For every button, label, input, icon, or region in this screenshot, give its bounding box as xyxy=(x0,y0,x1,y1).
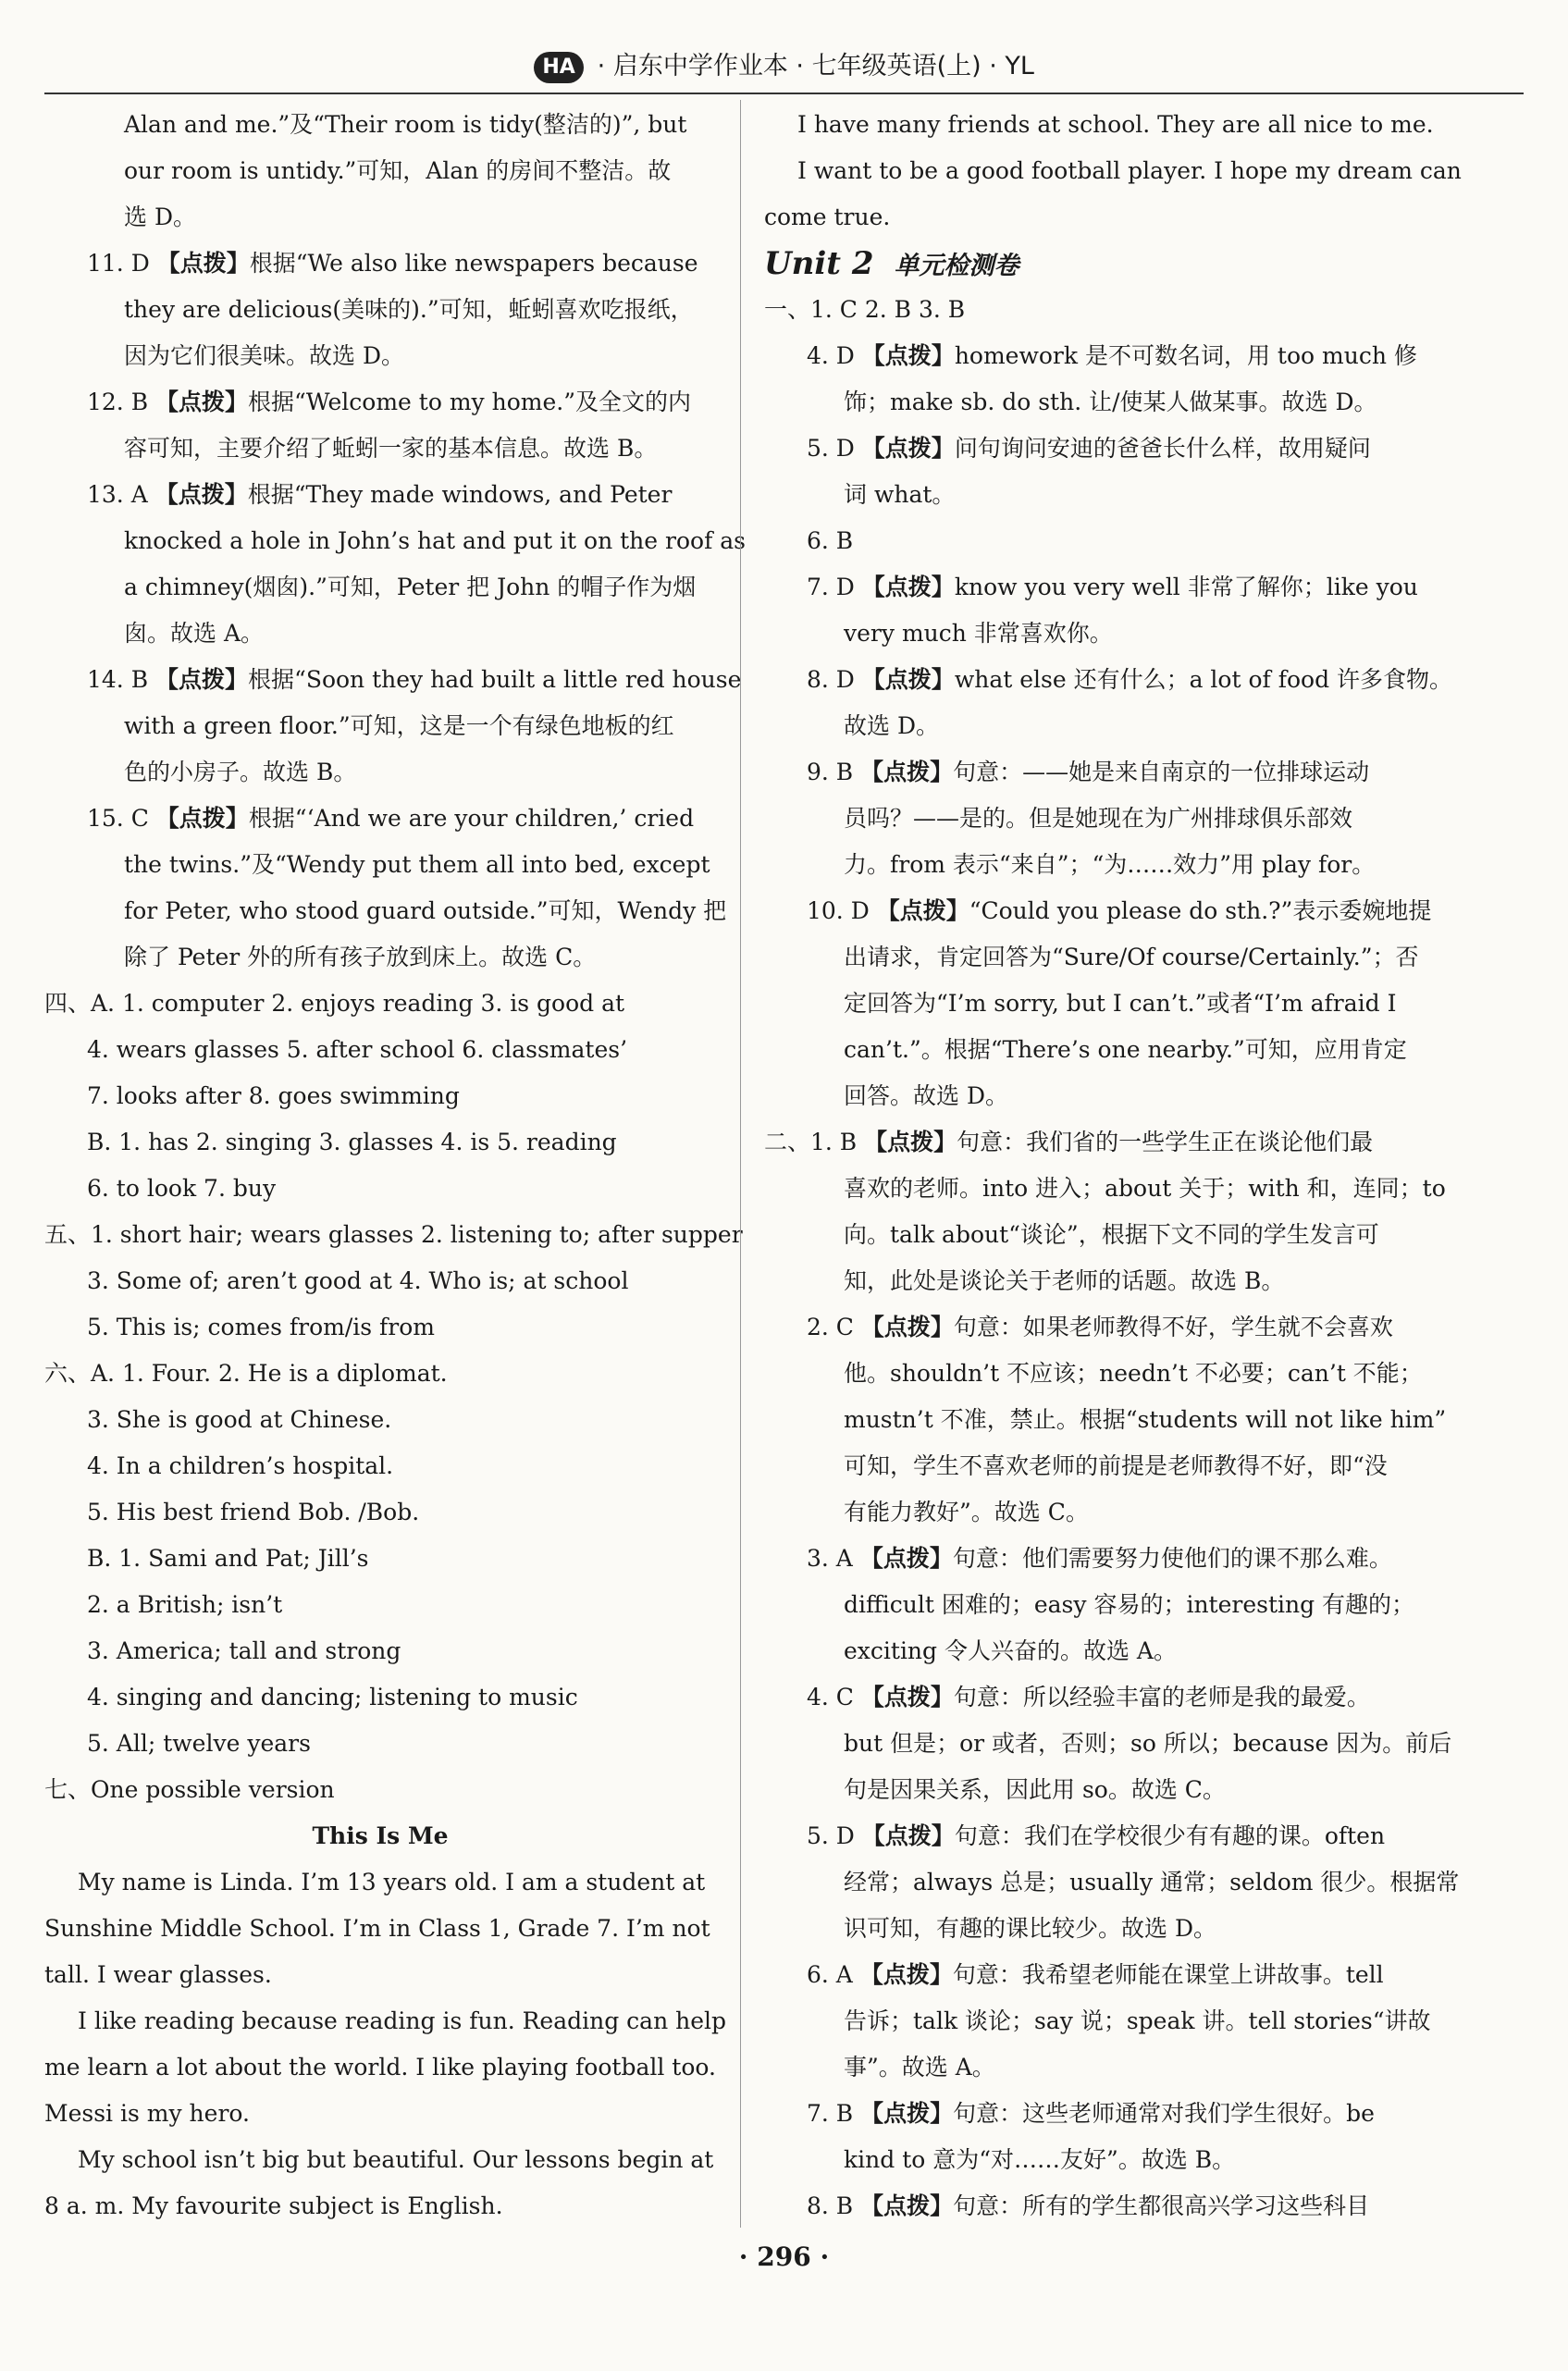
text-line: I like reading because reading is fun. Reading can help xyxy=(78,2007,727,2034)
left-column xyxy=(44,102,746,2229)
text-line: 12. B 【点拨】根据“Welcome to my home.”及全文的内 xyxy=(87,389,691,415)
right-column xyxy=(764,102,1462,2229)
text-line: 15. C 【点拨】根据“‘And we are your children,’ cried xyxy=(87,805,695,832)
hint-marker: 【点拨】 xyxy=(155,389,249,415)
text-line: difficult 困难的；easy 容易的；interesting 有趣的； xyxy=(844,1591,1415,1618)
text-line: a chimney(烟囱).”可知，Peter 把 John 的帽子作为烟 xyxy=(124,574,697,600)
text-line: 4. In a children’s hospital. xyxy=(87,1452,394,1479)
unit-heading-label: Unit 2 xyxy=(764,245,874,282)
text-line: My school isn’t big but beautiful. Our lessons begin at xyxy=(78,2146,714,2173)
text-line: with a green floor.”可知，这是一个有绿色地板的红 xyxy=(124,712,674,739)
hint-marker: 【点拨】 xyxy=(859,1545,953,1572)
text-line: 2. a British; isn’t xyxy=(87,1591,283,1618)
text-line: 7. D 【点拨】know you very well 非常了解你；like you xyxy=(807,574,1418,600)
running-header xyxy=(44,41,1524,93)
text-line: 8. B 【点拨】句意：所有的学生都很高兴学习这些科目 xyxy=(807,2192,1370,2219)
hint-marker: 【点拨】 xyxy=(155,805,249,832)
text-line: tall. I wear glasses. xyxy=(44,1961,272,1988)
text-line: 囱。故选 A。 xyxy=(124,620,265,647)
text-line: 5. This is; comes from/is from xyxy=(87,1314,435,1340)
hint-marker: 【点拨】 xyxy=(860,2100,954,2127)
hint-marker: 【点拨】 xyxy=(861,435,955,462)
text-line: 4. singing and dancing; listening to music xyxy=(87,1684,578,1710)
hint-marker: 【点拨】 xyxy=(154,481,248,508)
hint-marker: 【点拨】 xyxy=(864,1129,957,1155)
text-line: our room is untidy.”可知，Alan 的房间不整洁。故 xyxy=(124,157,672,184)
hint-marker: 【点拨】 xyxy=(861,574,955,600)
text-line: 13. A 【点拨】根据“They made windows, and Peter xyxy=(87,481,673,508)
hint-marker: 【点拨】 xyxy=(861,342,955,369)
text-line: 8. D 【点拨】what else 还有什么；a lot of food 许多食物。 xyxy=(807,666,1453,693)
unit-heading xyxy=(764,241,1439,287)
header-rule xyxy=(44,93,1524,94)
hint-marker: 【点拨】 xyxy=(156,250,250,277)
text-line: 4. wears glasses 5. after school 6. classmates’ xyxy=(87,1036,628,1063)
text-line: 容可知，主要介绍了蚯蚓一家的基本信息。故选 B。 xyxy=(124,435,658,462)
text-line: 14. B 【点拨】根据“Soon they had built a little red house xyxy=(87,666,742,693)
text-line: come true. xyxy=(764,204,891,230)
text-line: B. 1. has 2. singing 3. glasses 4. is 5. reading xyxy=(87,1129,617,1155)
hint-marker: 【点拨】 xyxy=(859,1961,953,1988)
essay-title: This Is Me xyxy=(312,1822,449,1849)
text-line: B. 1. Sami and Pat; Jill’s xyxy=(87,1545,369,1572)
text-line: 四、A. 1. computer 2. enjoys reading 3. is good at xyxy=(44,990,625,1017)
text-line: exciting 令人兴奋的。故选 A。 xyxy=(844,1637,1177,1664)
text-line: 经常；always 总是；usually 通常；seldom 很少。根据常 xyxy=(844,1869,1460,1896)
text-line: My name is Linda. I’m 13 years old. I am a student at xyxy=(78,1869,706,1896)
text-line: mustn’t 不准，禁止。根据“students will not like him” xyxy=(844,1406,1447,1433)
text-line: 9. B 【点拨】句意：——她是来自南京的一位排球运动 xyxy=(807,759,1370,785)
text-line: 有能力教好”。故选 C。 xyxy=(844,1499,1089,1525)
text-line: 3. Some of; aren’t good at 4. Who is; at school xyxy=(87,1267,629,1294)
text-line: 8 a. m. My favourite subject is English. xyxy=(44,2192,503,2219)
text-line: 二、1. B 【点拨】句意：我们省的一些学生正在谈论他们最 xyxy=(764,1129,1374,1155)
text-line: 6. B xyxy=(807,527,854,554)
text-line: 可知，学生不喜欢老师的前提是老师教得不好，即“没 xyxy=(844,1452,1388,1479)
text-line: Sunshine Middle School. I’m in Class 1, Grade 7. I’m not xyxy=(44,1915,710,1942)
text-line: the twins.”及“Wendy put them all into bed, except xyxy=(124,851,710,878)
text-line: 5. His best friend Bob. /Bob. xyxy=(87,1499,420,1525)
text-line: knocked a hole in John’s hat and put it on the roof as xyxy=(124,527,746,554)
text-line: 5. D 【点拨】问句询问安迪的爸爸长什么样，故用疑问 xyxy=(807,435,1371,462)
text-line: Messi is my hero. xyxy=(44,2100,250,2127)
text-line: 词 what。 xyxy=(844,481,956,508)
text-line: Alan and me.”及“Their room is tidy(整洁的)”, but xyxy=(124,111,687,138)
unit-heading-subtitle: 单元检测卷 xyxy=(894,252,1019,280)
header-title: · 启东中学作业本 · 七年级英语(上) · YL xyxy=(597,52,1034,80)
text-line: I have many friends at school. They are all nice to me. xyxy=(797,111,1434,138)
text-line: 力。from 表示“来自”；“为……效力”用 play for。 xyxy=(844,851,1376,878)
column-divider xyxy=(740,100,741,2228)
text-line: they are delicious(美味的).”可知，蚯蚓喜欢吃报纸， xyxy=(124,296,694,323)
page-number: · 296 · xyxy=(738,2241,830,2272)
text-line: 一、1. C 2. B 3. B xyxy=(764,296,966,323)
text-line: but 但是；or 或者，否则；so 所以；because 因为。前后 xyxy=(844,1730,1452,1757)
text-line: 6. to look 7. buy xyxy=(87,1175,277,1202)
text-line: 知，此处是谈论关于老师的话题。故选 B。 xyxy=(844,1267,1285,1294)
hint-marker: 【点拨】 xyxy=(860,1684,954,1710)
text-line: for Peter, who stood guard outside.”可知，Wendy 把 xyxy=(124,897,727,924)
text-line: 3. America; tall and strong xyxy=(87,1637,401,1664)
hint-marker: 【点拨】 xyxy=(860,1314,954,1340)
text-line: me learn a lot about the world. I like playing football too. xyxy=(44,2054,716,2081)
text-line: 6. A 【点拨】句意：我希望老师能在课堂上讲故事。tell xyxy=(807,1961,1384,1988)
hint-marker: 【点拨】 xyxy=(876,897,969,924)
text-line: 出请求，肯定回答为“Sure/Of course/Certainly.”；否 xyxy=(844,944,1419,970)
text-line: 3. She is good at Chinese. xyxy=(87,1406,392,1433)
text-line: 六、A. 1. Four. 2. He is a diplomat. xyxy=(44,1360,448,1387)
text-line: 句是因果关系，因此用 so。故选 C。 xyxy=(844,1776,1226,1803)
text-line: 4. C 【点拨】句意：所以经验丰富的老师是我的最爱。 xyxy=(807,1684,1370,1710)
text-line: 10. D 【点拨】“Could you please do sth.?”表示委婉地提 xyxy=(807,897,1432,924)
text-line: 色的小房子。故选 B。 xyxy=(124,759,357,785)
text-line: 喜欢的老师。into 进入；about 关于；with 和，连同；to xyxy=(844,1175,1446,1202)
hint-marker: 【点拨】 xyxy=(861,1822,955,1849)
text-line: 7. looks after 8. goes swimming xyxy=(87,1082,460,1109)
text-line: 回答。故选 D。 xyxy=(844,1082,1008,1109)
text-line: 故选 D。 xyxy=(844,712,939,739)
text-line: can’t.”。根据“There’s one nearby.”可知，应用肯定 xyxy=(844,1036,1407,1063)
text-line: 事”。故选 A。 xyxy=(844,2054,995,2081)
text-line: 告诉；talk 谈论；say 说；speak 讲。tell stories“讲故 xyxy=(844,2007,1431,2034)
text-line: 7. B 【点拨】句意：这些老师通常对我们学生很好。be xyxy=(807,2100,1375,2127)
text-line: very much 非常喜欢你。 xyxy=(844,620,1113,647)
hint-marker: 【点拨】 xyxy=(861,666,955,693)
text-line: 选 D。 xyxy=(124,204,196,230)
text-line: 5. D 【点拨】句意：我们在学校很少有有趣的课。often xyxy=(807,1822,1386,1849)
text-line: 员吗？——是的。但是她现在为广州排球俱乐部效 xyxy=(844,805,1353,832)
text-line: 5. All; twelve years xyxy=(87,1730,311,1757)
hint-marker: 【点拨】 xyxy=(860,759,954,785)
text-line: 因为它们很美味。故选 D。 xyxy=(124,342,404,369)
text-line: 2. C 【点拨】句意：如果老师教得不好，学生就不会喜欢 xyxy=(807,1314,1393,1340)
text-line: I want to be a good football player. I hope my dream can xyxy=(797,157,1462,184)
text-line: 除了 Peter 外的所有孩子放到床上。故选 C。 xyxy=(124,944,597,970)
text-line: kind to 意为“对……友好”。故选 B。 xyxy=(844,2146,1236,2173)
text-line: 向。talk about“谈论”，根据下文不同的学生发言可 xyxy=(844,1221,1379,1248)
hint-marker: 【点拨】 xyxy=(155,666,249,693)
hint-marker: 【点拨】 xyxy=(860,2192,954,2219)
text-line: 识可知，有趣的课比较少。故选 D。 xyxy=(844,1915,1216,1942)
text-line: 3. A 【点拨】句意：他们需要努力使他们的课不那么难。 xyxy=(807,1545,1392,1572)
text-line: 他。shouldn’t 不应该；needn’t 不必要；can’t 不能； xyxy=(844,1360,1423,1387)
text-line: 七、One possible version xyxy=(44,1776,335,1803)
publisher-logo: HA xyxy=(534,52,584,83)
text-line: 饰；make sb. do sth. 让/使某人做某事。故选 D。 xyxy=(844,389,1377,415)
text-line: 定回答为“I’m sorry, but I can’t.”或者“I’m afraid I xyxy=(844,990,1397,1017)
text-line: 五、1. short hair; wears glasses 2. listening to; after supper xyxy=(44,1221,743,1248)
text-line: 4. D 【点拨】homework 是不可数名词，用 too much 修 xyxy=(807,342,1417,369)
text-line: 11. D 【点拨】根据“We also like newspapers because xyxy=(87,250,698,277)
